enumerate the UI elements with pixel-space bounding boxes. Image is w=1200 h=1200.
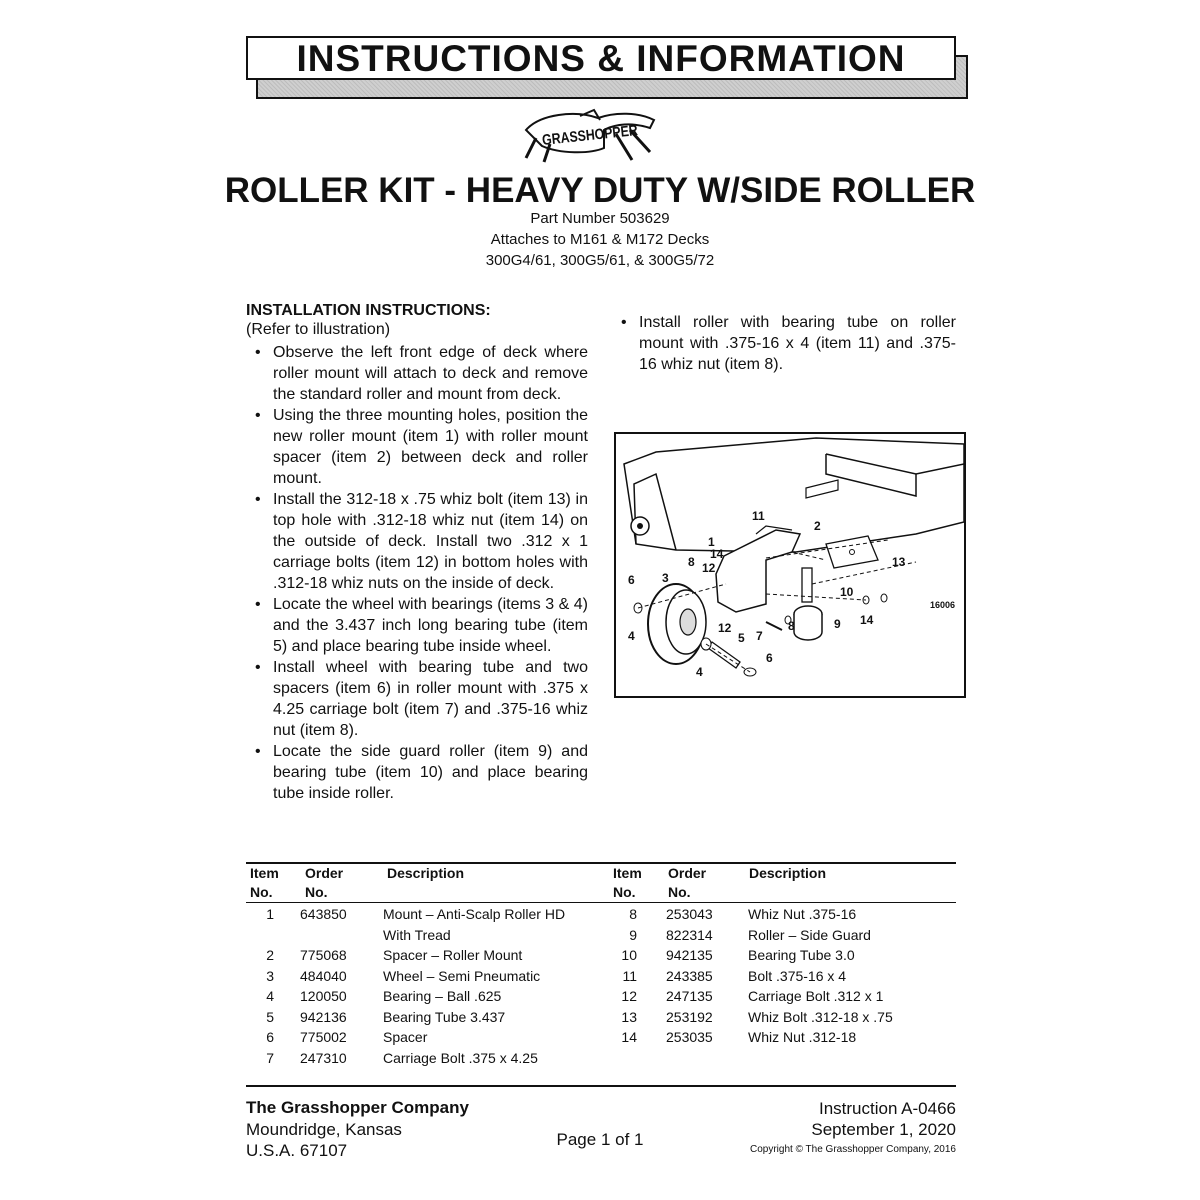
col-order-header-2: No. bbox=[668, 884, 691, 900]
svg-text:6: 6 bbox=[766, 651, 773, 665]
order-number: 253035 bbox=[666, 1029, 713, 1045]
instruction-steps bbox=[252, 342, 588, 804]
table-row bbox=[246, 1048, 586, 1069]
order-number: 822314 bbox=[666, 926, 713, 943]
item-number: 5 bbox=[266, 1008, 274, 1025]
svg-text:6: 6 bbox=[628, 573, 635, 587]
description: Carriage Bolt .312 x 1 bbox=[748, 988, 884, 1004]
table-row bbox=[246, 1027, 586, 1048]
description: Whiz Bolt .312-18 x .75 bbox=[748, 1008, 893, 1025]
figure-id-label: 16006 bbox=[930, 600, 956, 610]
col-item-header: Item bbox=[250, 865, 279, 881]
order-number: 120050 bbox=[300, 988, 347, 1004]
col-order-header-2: No. bbox=[305, 884, 328, 900]
logo-text: GRASSHOPPER bbox=[541, 119, 660, 149]
svg-text:7: 7 bbox=[756, 629, 763, 643]
col-order-header: Order bbox=[305, 865, 344, 881]
svg-text:8: 8 bbox=[788, 619, 795, 633]
svg-text:2: 2 bbox=[814, 519, 821, 533]
table-row bbox=[609, 925, 956, 946]
table-row bbox=[246, 925, 586, 946]
order-number: 775002 bbox=[300, 1029, 347, 1045]
item-number: 7 bbox=[266, 1049, 274, 1066]
description: Bearing – Ball .625 bbox=[383, 988, 502, 1004]
item-number: 4 bbox=[266, 988, 274, 1004]
description: Bearing Tube 3.437 bbox=[383, 1008, 506, 1025]
item-number: 8 bbox=[629, 906, 637, 922]
svg-text:9: 9 bbox=[834, 617, 841, 631]
order-number: 942136 bbox=[300, 1008, 347, 1025]
table-row bbox=[246, 945, 586, 966]
description: Wheel – Semi Pneumatic bbox=[383, 967, 541, 984]
description: Spacer – Roller Mount bbox=[383, 947, 523, 963]
col-item-header-2: No. bbox=[250, 884, 273, 900]
item-number: 11 bbox=[622, 967, 637, 984]
order-number: 942135 bbox=[666, 947, 713, 963]
svg-text:11: 11 bbox=[752, 509, 765, 523]
page-number: Page 1 of 1 bbox=[556, 1130, 644, 1149]
svg-text:8: 8 bbox=[688, 555, 695, 569]
svg-text:1: 1 bbox=[708, 535, 715, 549]
parts-table-right bbox=[609, 904, 956, 1048]
exploded-view-illustration bbox=[614, 432, 966, 698]
company-country: U.S.A. 67107 bbox=[246, 1141, 348, 1160]
description: Whiz Nut .312-18 bbox=[748, 1029, 857, 1045]
instructions-heading: INSTALLATION INSTRUCTIONS: bbox=[246, 302, 491, 319]
order-number: 253192 bbox=[666, 1008, 713, 1025]
description: Mount – Anti-Scalp Roller HD bbox=[383, 906, 566, 922]
table-row bbox=[609, 1007, 956, 1028]
order-number: 253043 bbox=[666, 906, 713, 922]
svg-text:4: 4 bbox=[628, 629, 635, 643]
svg-text:4: 4 bbox=[696, 665, 703, 679]
description: Bolt .375-16 x 4 bbox=[748, 967, 847, 984]
attaches-to: Attaches to M161 & M172 Decks bbox=[490, 231, 710, 248]
instruction-step: • Observe the left front edge of deck where roller mount will attach to deck and remove the standard roller and mount from deck. bbox=[252, 342, 588, 405]
item-number: 13 bbox=[621, 1008, 637, 1025]
item-number: 1 bbox=[266, 906, 274, 922]
part-number: Part Number 503629 bbox=[530, 210, 670, 227]
svg-text:12: 12 bbox=[718, 621, 732, 635]
instruction-step: • Locate the side guard roller (item 9) and bearing tube (item 10) and place bearing tube inside roller. bbox=[252, 741, 588, 804]
description: Spacer bbox=[383, 1029, 428, 1045]
item-number: 3 bbox=[266, 967, 274, 984]
order-number: 775068 bbox=[300, 947, 347, 963]
svg-text:3: 3 bbox=[662, 571, 669, 585]
item-number: 14 bbox=[621, 1029, 637, 1045]
parts-table-left bbox=[246, 904, 586, 1068]
instructions-note: (Refer to illustration) bbox=[246, 321, 391, 338]
description: Roller – Side Guard bbox=[748, 926, 871, 943]
table-row bbox=[246, 1007, 586, 1028]
col-order-header: Order bbox=[668, 865, 707, 881]
table-header-rule bbox=[246, 902, 956, 903]
instruction-steps-right bbox=[618, 312, 956, 375]
grasshopper-logo-icon bbox=[520, 108, 660, 164]
description: With Tread bbox=[383, 926, 451, 943]
grasshopper-logo bbox=[520, 108, 660, 164]
col-item-header: Item bbox=[613, 865, 642, 881]
col-desc-header: Description bbox=[387, 865, 465, 881]
table-row bbox=[246, 904, 586, 925]
table-row bbox=[246, 966, 586, 987]
table-row bbox=[609, 966, 956, 987]
svg-text:14: 14 bbox=[860, 613, 874, 627]
instruction-number: Instruction A-0466 bbox=[818, 1099, 956, 1118]
col-desc-header: Description bbox=[749, 865, 827, 881]
instruction-step: • Install roller with bearing tube on roller mount with .375-16 x 4 (item 11) and .375-16 whiz nut (item 8). bbox=[618, 312, 956, 375]
svg-text:12: 12 bbox=[702, 561, 716, 575]
item-number: 2 bbox=[266, 947, 274, 963]
item-number: 6 bbox=[266, 1029, 274, 1045]
table-row bbox=[246, 986, 586, 1007]
order-number: 243385 bbox=[666, 967, 713, 984]
table-row bbox=[609, 986, 956, 1007]
instruction-date: September 1, 2020 bbox=[811, 1120, 956, 1139]
company-city: Moundridge, Kansas bbox=[246, 1120, 402, 1139]
table-row bbox=[609, 904, 956, 925]
instruction-step: • Using the three mounting holes, position the new roller mount (item 1) with roller mount spacer (item 2) between deck and roller mount. bbox=[252, 405, 588, 489]
svg-text:13: 13 bbox=[892, 555, 906, 569]
order-number: 643850 bbox=[300, 906, 347, 922]
svg-text:5: 5 bbox=[738, 631, 745, 645]
item-number: 12 bbox=[621, 988, 637, 1004]
description: Bearing Tube 3.0 bbox=[748, 947, 855, 963]
order-number: 247310 bbox=[300, 1049, 347, 1066]
item-number: 10 bbox=[621, 947, 637, 963]
company-name: The Grasshopper Company bbox=[246, 1098, 469, 1117]
order-number: 247135 bbox=[666, 988, 713, 1004]
col-item-header-2: No. bbox=[613, 884, 636, 900]
document-title: ROLLER KIT - HEAVY DUTY W/SIDE ROLLER bbox=[224, 171, 976, 210]
table-top-rule bbox=[246, 862, 956, 864]
instruction-step: • Install wheel with bearing tube and two spacers (item 6) in roller mount with .375 x 4.25 carriage bolt (item 7) and .375-16 whiz nut (item 8). bbox=[252, 657, 588, 741]
models: 300G4/61, 300G5/61, & 300G5/72 bbox=[485, 252, 715, 269]
instruction-step: • Locate the wheel with bearings (items 3 & 4) and the 3.437 inch long bearing tube (item 5) and place bearing tube inside wheel. bbox=[252, 594, 588, 657]
item-number: 9 bbox=[629, 926, 637, 943]
description: Carriage Bolt .375 x 4.25 bbox=[383, 1049, 538, 1066]
svg-text:14: 14 bbox=[710, 547, 724, 561]
order-number: 484040 bbox=[300, 967, 347, 984]
instruction-step: • Install the 312-18 x .75 whiz bolt (item 13) in top hole with .312-18 whiz nut (item 14) on the outside of deck. Install two .312 x 1 carriage bolts (item 12) in bottom holes with .312-18 whiz nuts on the inside of deck. bbox=[252, 489, 588, 594]
description: Whiz Nut .375-16 bbox=[748, 906, 857, 922]
copyright: Copyright © The Grasshopper Company, 2016 bbox=[750, 1144, 956, 1155]
table-row bbox=[609, 1027, 956, 1048]
svg-text:10: 10 bbox=[840, 585, 854, 599]
footer-rule bbox=[246, 1085, 956, 1087]
page-banner: INSTRUCTIONS & INFORMATION bbox=[246, 36, 956, 80]
table-row bbox=[609, 945, 956, 966]
